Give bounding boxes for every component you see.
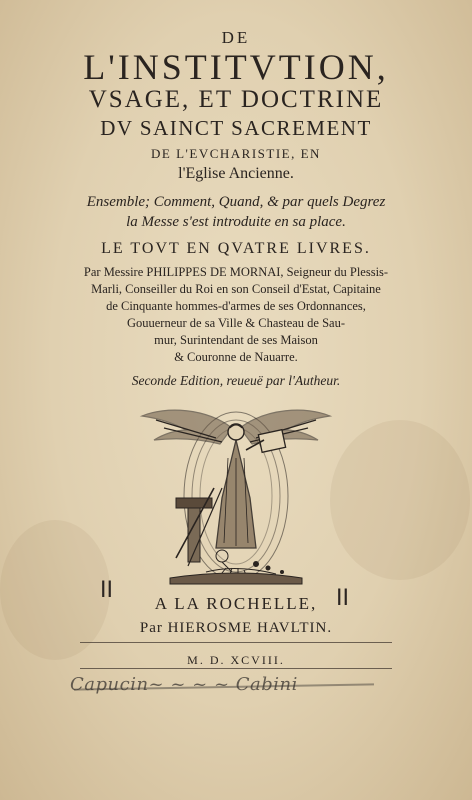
title-line-institution: L'INSTITVTION, (83, 47, 389, 87)
subtitle-line-messe: la Messe s'est introduite en sa place. (126, 214, 346, 230)
title-line-eucharistie: DE L'EVCHARISTIE, EN (151, 146, 321, 161)
subtitle-line-ensemble: Ensemble; Comment, Quand, & par quels Degrez (86, 194, 386, 210)
title-line-usage: VSAGE, ET DOCTRINE (88, 86, 384, 113)
handwritten-inscription: Capucin~ ~ ~ ~ Cabini (70, 674, 298, 695)
author-line: Marli, Conseiller du Roi en son Conseil d'Estat, Capitaine (91, 282, 381, 296)
divider-rule (80, 642, 392, 643)
woodcut-illustration-icon (136, 388, 336, 588)
paper-stain (330, 420, 470, 580)
imprint-printer: Par HIEROSME HAVLTIN. (139, 620, 333, 636)
paper-stain (0, 520, 110, 660)
books-statement: LE TOVT EN QVATRE LIVRES. (101, 240, 371, 257)
imprint-date: M. D. XCVIII. (187, 653, 285, 667)
manuscript-mark-right: ⅠⅠ (336, 586, 349, 611)
imprint-place: A LA ROCHELLE, (154, 594, 318, 613)
title-line-sacrement: DV SAINCT SACREMENT (100, 116, 372, 140)
author-line: de Cinquante hommes-d'armes de ses Ordonnances, (106, 299, 366, 313)
title-line-eglise: l'Eglise Ancienne. (178, 165, 294, 182)
title-line-de: DE (221, 28, 251, 47)
edition-statement: Seconde Edition, reueuë par l'Autheur. (131, 373, 341, 388)
author-line: & Couronne de Nauarre. (174, 350, 298, 364)
author-line: mur, Surintendant de ses Maison (154, 333, 318, 347)
divider-rule (80, 668, 392, 669)
manuscript-mark-left: ⅠⅠ (100, 578, 113, 603)
author-line: Gouuerneur de sa Ville & Chasteau de Sau- (126, 316, 346, 330)
author-line: Par Messire PHILIPPES DE MORNAI, Seigneur du Plessis- (83, 265, 389, 279)
